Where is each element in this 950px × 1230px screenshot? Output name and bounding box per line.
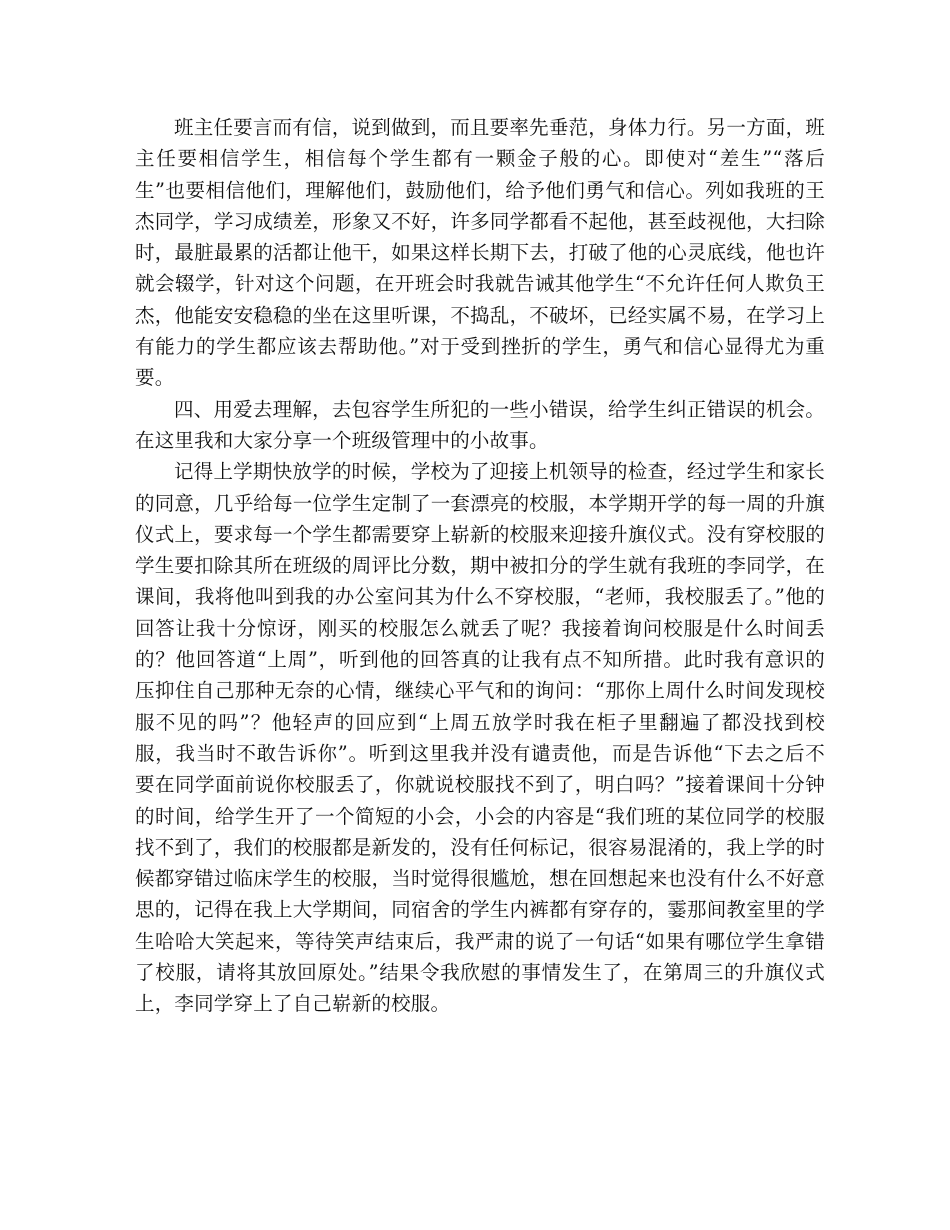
paragraph-section-four-heading: 四、用爱去理解，去包容学生所犯的一些小错误，给学生纠正错误的机会。在这里我和大家分享一个班级管理中的小故事。 xyxy=(135,397,825,452)
paragraph-uniform-story: 记得上学期快放学的时候，学校为了迎接上机领导的检查，经过学生和家长的同意，几乎给每一位学生定制了一套漂亮的校服，本学期开学的每一周的升旗仪式上，要求每一个学生都需要穿上崭新的校服来迎接升旗仪式。没有穿校服的学生要扣除其所在班级的周评比分数，期中被扣分的学生就有我班的李同学，在课间，我将他叫到我的办公室问其为什么不穿校服，“老师，我校服丢了。”他的回答让我十分惊讶，刚买的校服怎么就丢了呢？我接着询问校服是什么时间丢的？他回答道“上周”，听到他的回答真的让我有点不知所措。此时我有意识的压抑住自己那种无奈的心情，继续心平气和的询问：“那你上周什么时间发现校服不见的吗”？他轻声的回应到“上周五放学时我在柜子里翻遍了都没找到校服，我当时不敢告诉你”。听到这里我并没有谴责他，而是告诉他“下去之后不要在同学面前说你校服丢了，你就说校服找不到了，明白吗？”接着课间十分钟的时间，给学生开了一个简短的小会，小会的内容是“我们班的某位同学的校服找不到了，我们的校服都是新发的，没有任何标记，很容易混淆的，我上学的时候都穿错过临床学生的校服，当时觉得很尴尬，想在回想起来也没有什么不好意思的，记得在我上大学期间，同宿舍的学生内裤都有穿存的，霎那间教室里的学生哈哈大笑起来，等待笑声结束后，我严肃的说了一句话“如果有哪位学生拿错了校服，请将其放回原处。”结果令我欣慰的事情发生了，在第周三的升旗仪式上，李同学穿上了自己崭新的校服。 xyxy=(135,460,825,1016)
paragraph-class-teacher-trust: 班主任要言而有信，说到做到，而且要率先垂范，身体力行。另一方面，班主任要相信学生，相信每个学生都有一颗金子般的心。即使对“差生”“落后生”也要相信他们，理解他们，鼓励他们，给予他们勇气和信心。列如我班的王杰同学，学习成绩差，形象又不好，许多同学都看不起他，甚至歧视他，大扫除时，最脏最累的活都让他干，如果这样长期下去，打破了他的心灵底线，他也许就会辍学，针对这个问题，在开班会时我就告诫其他学生“不允许任何人欺负王杰，他能安安稳稳的坐在这里听课，不捣乱，不破坏，已经实属不易，在学习上有能力的学生都应该去帮助他。”对于受到挫折的学生，勇气和信心显得尤为重要。 xyxy=(135,116,825,390)
document-body xyxy=(135,112,825,1020)
